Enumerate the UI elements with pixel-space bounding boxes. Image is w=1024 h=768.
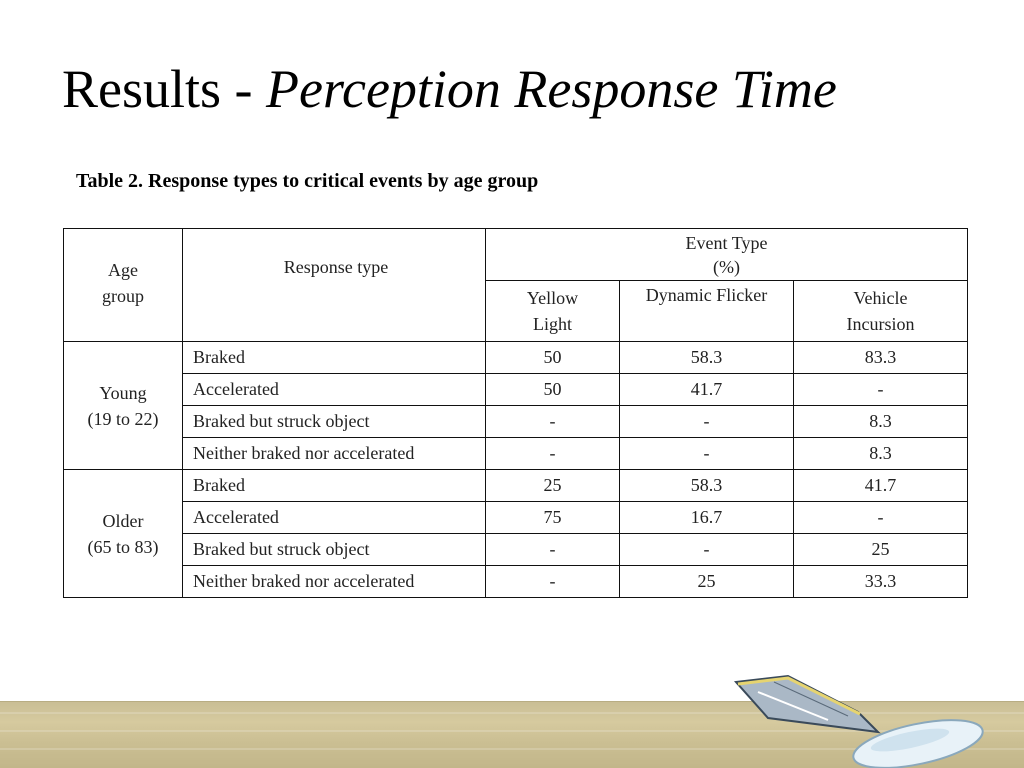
group-range: (19 to 22) [87, 408, 159, 429]
table-row [64, 470, 968, 502]
group-older [64, 470, 183, 598]
vehicle-incursion-cell: 25 [794, 534, 968, 566]
header-event-line1: Event Type [685, 232, 768, 253]
dynamic-flicker-cell: 41.7 [620, 374, 794, 406]
response-cell: Neither braked nor accelerated [183, 438, 486, 470]
dynamic-flicker-cell: - [620, 534, 794, 566]
table-row [64, 502, 968, 534]
group-young [64, 342, 183, 470]
header-yellow-light [486, 281, 620, 342]
response-cell: Braked [183, 342, 486, 374]
yellow-light-cell: 50 [486, 342, 620, 374]
windsurf-sail-illustration [728, 672, 998, 768]
dynamic-flicker-cell: 58.3 [620, 470, 794, 502]
response-cell: Neither braked nor accelerated [183, 566, 486, 598]
vehicle-incursion-cell: 83.3 [794, 342, 968, 374]
yellow-light-cell: - [486, 566, 620, 598]
header-vehicle-line2: Incursion [846, 314, 915, 334]
dynamic-flicker-cell: - [620, 406, 794, 438]
table-header-row [64, 229, 968, 281]
sail-shape [736, 676, 878, 732]
header-vehicle-line1: Vehicle [853, 288, 908, 308]
group-range: (65 to 83) [87, 536, 159, 557]
response-cell: Braked but struck object [183, 534, 486, 566]
header-response-type: Response type [183, 229, 486, 342]
table-row [64, 566, 968, 598]
table-row [64, 374, 968, 406]
vehicle-incursion-cell: - [794, 374, 968, 406]
header-yellow-line1: Yellow [526, 288, 579, 308]
yellow-light-cell: - [486, 406, 620, 438]
vehicle-incursion-cell: 8.3 [794, 438, 968, 470]
header-age-line2: group [102, 286, 144, 306]
response-cell: Braked [183, 470, 486, 502]
header-dynamic-flicker: Dynamic Flicker [620, 281, 794, 342]
slide-title [62, 59, 837, 119]
table-row [64, 438, 968, 470]
dynamic-flicker-cell: 16.7 [620, 502, 794, 534]
yellow-light-cell: - [486, 438, 620, 470]
yellow-light-cell: 50 [486, 374, 620, 406]
group-name: Young [99, 382, 147, 403]
table-row [64, 406, 968, 438]
dynamic-flicker-cell: 58.3 [620, 342, 794, 374]
response-cell: Accelerated [183, 374, 486, 406]
slide-title-plain: Results - [62, 59, 267, 119]
vehicle-incursion-cell: 33.3 [794, 566, 968, 598]
group-name: Older [102, 510, 144, 531]
table-caption: Table 2. Response types to critical events by age group [76, 170, 539, 192]
vehicle-incursion-cell: - [794, 502, 968, 534]
vehicle-incursion-cell: 41.7 [794, 470, 968, 502]
results-table-container [63, 228, 968, 598]
header-event-type [486, 229, 968, 281]
response-cell: Braked but struck object [183, 406, 486, 438]
response-cell: Accelerated [183, 502, 486, 534]
slide-title-italic: Perception Response Time [266, 59, 837, 119]
yellow-light-cell: - [486, 534, 620, 566]
header-yellow-line2: Light [533, 314, 572, 334]
header-event-line2: (%) [713, 256, 740, 277]
dynamic-flicker-cell: 25 [620, 566, 794, 598]
table-row [64, 342, 968, 374]
vehicle-incursion-cell: 8.3 [794, 406, 968, 438]
header-age-line1: Age [108, 260, 138, 280]
dynamic-flicker-cell: - [620, 438, 794, 470]
yellow-light-cell: 75 [486, 502, 620, 534]
header-vehicle-incursion [794, 281, 968, 342]
header-age-group [64, 229, 183, 342]
table-row [64, 534, 968, 566]
yellow-light-cell: 25 [486, 470, 620, 502]
results-table [63, 228, 968, 598]
